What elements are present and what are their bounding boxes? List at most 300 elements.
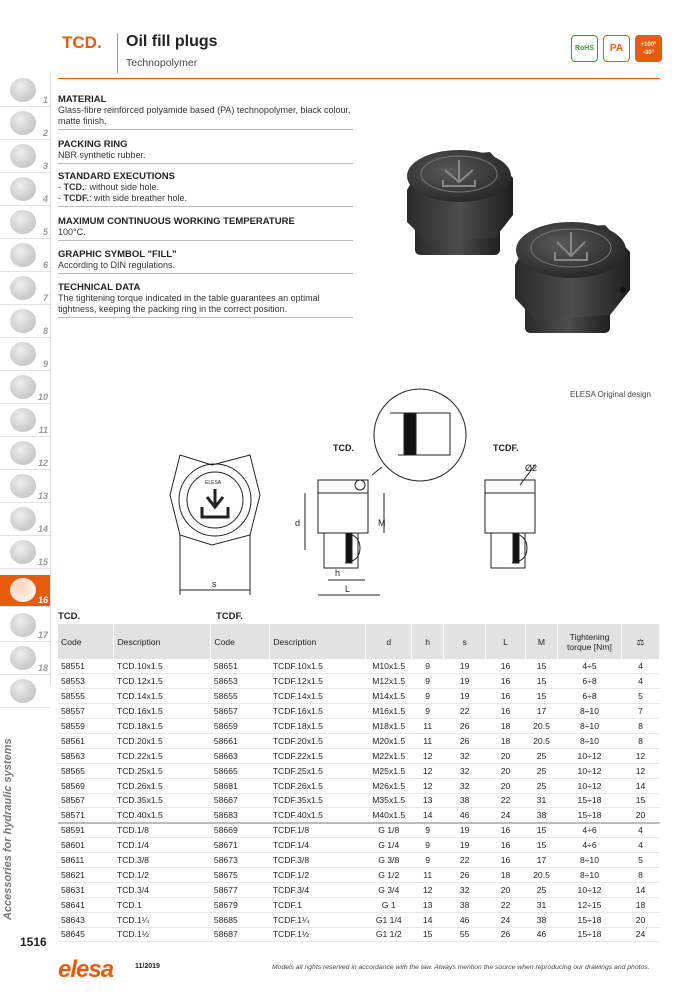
table-cell: M25x1.5 <box>366 763 412 778</box>
table-cell: 58555 <box>58 689 114 704</box>
spec-heading: GRAPHIC SYMBOL "FILL" <box>58 249 177 260</box>
sidebar-item-11[interactable]: 11 <box>0 405 50 437</box>
table-cell: 58601 <box>58 838 114 853</box>
spec-heading: STANDARD EXECUTIONS <box>58 171 175 182</box>
table-cell: G1 1/2 <box>366 927 412 942</box>
spec-packing-ring <box>58 139 353 164</box>
temperature-badge <box>635 35 662 62</box>
table-cell: M18x1.5 <box>366 719 412 734</box>
table-cell: TCDF.3/8 <box>270 853 366 868</box>
table-cell: TCDF.20x1.5 <box>270 733 366 748</box>
table-cell: 6÷8 <box>558 674 622 689</box>
table-cell: 9 <box>412 853 444 868</box>
table-cell: TCD.35x1.5 <box>114 793 211 808</box>
table-cell: TCD.1½ <box>114 927 211 942</box>
table-cell: TCDF.18x1.5 <box>270 719 366 734</box>
sidebar-item-17[interactable]: 17 <box>0 610 50 642</box>
table-cell: 7 <box>621 704 659 719</box>
table-cell: 24 <box>621 927 659 942</box>
table-cell: 14 <box>621 778 659 793</box>
product-thumb-icon <box>10 111 36 135</box>
product-thumb-icon <box>10 177 36 201</box>
table-cell: TCD.1/8 <box>114 823 211 838</box>
original-design-note: ELESA Original design <box>570 390 651 399</box>
table-cell: 17 <box>526 853 558 868</box>
table-cell: M10x1.5 <box>366 659 412 674</box>
table-cell: 14 <box>412 808 444 823</box>
table-cell: 15 <box>621 793 659 808</box>
tcd-section <box>318 493 368 533</box>
table-cell: 22 <box>444 853 486 868</box>
table-cell: 8÷10 <box>558 853 622 868</box>
table-cell: 12 <box>412 763 444 778</box>
table-cell: 15 <box>526 838 558 853</box>
table-cell: 58561 <box>58 733 114 748</box>
product-thumb-icon <box>10 210 36 234</box>
table-cell: 20.5 <box>526 867 558 882</box>
sidebar-item-15[interactable]: 15 <box>0 537 50 569</box>
sidebar-item-18[interactable]: 18 <box>0 643 50 675</box>
table-cell: TCD.1/4 <box>114 838 211 853</box>
table-cell: 12 <box>412 882 444 897</box>
table-cell: 58553 <box>58 674 114 689</box>
table-cell: 20 <box>486 778 526 793</box>
product-thumb-icon <box>10 540 36 564</box>
col-header: Code <box>58 624 114 659</box>
sidebar-item-1[interactable]: 1 <box>0 75 50 107</box>
sidebar-item-13[interactable]: 13 <box>0 471 50 503</box>
dimensions-table <box>58 624 660 942</box>
pa-badge: PA <box>603 35 630 62</box>
spec-text: - TCD.: without side hole. <box>58 182 160 192</box>
table-cell: 20.5 <box>526 719 558 734</box>
table-cell: 8÷10 <box>558 867 622 882</box>
table-cell: 18 <box>486 867 526 882</box>
table-cell: 58671 <box>211 838 270 853</box>
table-cell: 46 <box>526 927 558 942</box>
spec-text: NBR synthetic rubber. <box>58 150 146 160</box>
table-cell: 15÷18 <box>558 912 622 927</box>
table-cell: TCD.40x1.5 <box>114 808 211 823</box>
table-cell: 22 <box>444 704 486 719</box>
table-cell: 9 <box>412 823 444 838</box>
table-cell: 58651 <box>211 659 270 674</box>
group-label-tcdf: TCDF. <box>216 611 243 622</box>
table-row <box>58 838 660 853</box>
table-cell: 11 <box>412 733 444 748</box>
table-cell: TCDF.1/8 <box>270 823 366 838</box>
product-thumb-icon <box>10 507 36 531</box>
product-thumb-icon <box>10 441 36 465</box>
header-divider <box>117 33 118 73</box>
table-cell: 15 <box>526 674 558 689</box>
table-cell: TCDF.1¼ <box>270 912 366 927</box>
table-cell: 4 <box>621 838 659 853</box>
rohs-badge: RoHS <box>571 35 598 62</box>
dim-m-label: M <box>378 518 386 528</box>
product-thumb-icon <box>10 342 36 366</box>
table-cell: M14x1.5 <box>366 689 412 704</box>
spec-heading: MAXIMUM CONTINUOUS WORKING TEMPERATURE <box>58 216 295 227</box>
table-cell: 58551 <box>58 659 114 674</box>
table-cell: 58683 <box>211 808 270 823</box>
table-cell: 20.5 <box>526 733 558 748</box>
table-cell: M16x1.5 <box>366 704 412 719</box>
table-cell: TCD.1¼ <box>114 912 211 927</box>
table-cell: TCDF.10x1.5 <box>270 659 366 674</box>
product-thumb-icon <box>10 375 36 399</box>
table-cell: 17 <box>526 704 558 719</box>
dim-s-label: s <box>212 579 217 589</box>
product-thumb-icon <box>10 276 36 300</box>
table-row <box>58 853 660 868</box>
sidebar-item-7[interactable]: 7 <box>0 273 50 305</box>
spec-technical-data <box>58 282 353 318</box>
table-cell: 19 <box>444 659 486 674</box>
table-cell: TCDF.35x1.5 <box>270 793 366 808</box>
table-cell: 16 <box>486 823 526 838</box>
sidebar-item-2[interactable]: 2 <box>0 108 50 140</box>
spec-text: According to DIN regulations. <box>58 260 176 270</box>
product-thumb-icon <box>10 474 36 498</box>
table-cell: TCD.3/8 <box>114 853 211 868</box>
table-cell: 4÷5 <box>558 659 622 674</box>
table-cell: 58675 <box>211 867 270 882</box>
table-cell: TCDF.26x1.5 <box>270 778 366 793</box>
table-cell: 6÷8 <box>558 689 622 704</box>
table-row <box>58 897 660 912</box>
product-thumb-icon <box>10 613 36 637</box>
table-cell: 16 <box>486 704 526 719</box>
sidebar-item-8[interactable]: 8 <box>0 306 50 338</box>
table-cell: 12 <box>412 778 444 793</box>
table-cell: 58591 <box>58 823 114 838</box>
table-row <box>58 808 660 823</box>
table-cell: 16 <box>486 853 526 868</box>
table-cell: 19 <box>444 823 486 838</box>
table-cell: 10÷12 <box>558 882 622 897</box>
table-cell: 58669 <box>211 823 270 838</box>
table-cell: 58665 <box>211 763 270 778</box>
table-cell: 58673 <box>211 853 270 868</box>
table-cell: 12 <box>621 763 659 778</box>
table-cell: 9 <box>412 689 444 704</box>
table-cell: 15 <box>526 659 558 674</box>
table-cell: G 3/8 <box>366 853 412 868</box>
spec-graphic-symbol <box>58 249 353 274</box>
page-subtitle: Technopolymer <box>126 57 198 69</box>
table-row <box>58 674 660 689</box>
sidebar-item-14[interactable]: 14 <box>0 504 50 536</box>
product-thumb-icon <box>10 78 36 102</box>
table-row <box>58 763 660 778</box>
table-cell: M40x1.5 <box>366 808 412 823</box>
table-cell: 10÷12 <box>558 763 622 778</box>
table-cell: 19 <box>444 674 486 689</box>
product-thumb-icon <box>10 243 36 267</box>
table-cell: 13 <box>412 793 444 808</box>
table-cell: 22 <box>486 793 526 808</box>
col-header: s <box>444 624 486 659</box>
spec-max-temp <box>58 216 353 241</box>
table-cell: 38 <box>526 912 558 927</box>
table-cell: 25 <box>526 748 558 763</box>
table-cell: G 3/4 <box>366 882 412 897</box>
table-cell: TCDF.1½ <box>270 927 366 942</box>
detail-magnifier <box>374 389 466 481</box>
sidebar-item-16[interactable]: 16 <box>0 575 50 607</box>
table-cell: 9 <box>412 704 444 719</box>
table-cell: TCD.26x1.5 <box>114 778 211 793</box>
col-header: d <box>366 624 412 659</box>
plug-tcd-image <box>407 150 513 255</box>
section-label: Accessories for hydraulic systems <box>2 738 14 920</box>
sidebar-item-12[interactable]: 12 <box>0 438 50 470</box>
table-cell: TCDF.1/2 <box>270 867 366 882</box>
table-cell: TCD.14x1.5 <box>114 689 211 704</box>
table-cell: M26x1.5 <box>366 778 412 793</box>
table-cell: 58557 <box>58 704 114 719</box>
table-cell: 16 <box>486 689 526 704</box>
table-cell: G 1/4 <box>366 838 412 853</box>
table-row <box>58 927 660 942</box>
product-thumb-icon <box>10 144 36 168</box>
table-cell: 22 <box>486 897 526 912</box>
product-code: TCD. <box>62 33 102 52</box>
table-cell: 58559 <box>58 719 114 734</box>
table-cell: 58667 <box>211 793 270 808</box>
temp-low: -30° <box>642 49 655 56</box>
table-cell: 32 <box>444 882 486 897</box>
table-cell: 46 <box>444 912 486 927</box>
table-cell: TCD.25x1.5 <box>114 763 211 778</box>
table-cell: TCD.12x1.5 <box>114 674 211 689</box>
sidebar <box>0 75 50 715</box>
table-cell: 58679 <box>211 897 270 912</box>
sidebar-item-9[interactable]: 9 <box>0 339 50 371</box>
table-cell: 58653 <box>211 674 270 689</box>
table-cell: 58661 <box>211 733 270 748</box>
sidebar-item-6[interactable]: 6 <box>0 240 50 272</box>
table-cell: M12x1.5 <box>366 674 412 689</box>
table-row <box>58 748 660 763</box>
table-cell: 25 <box>526 778 558 793</box>
table-cell: TCDF.16x1.5 <box>270 704 366 719</box>
table-cell: 12 <box>621 748 659 763</box>
dim-l-label: L <box>345 584 351 594</box>
col-header: M <box>526 624 558 659</box>
table-cell: 5 <box>621 853 659 868</box>
page-title: Oil fill plugs <box>126 33 218 50</box>
product-thumb-icon <box>10 309 36 333</box>
sidebar-item-10[interactable]: 10 <box>0 372 50 404</box>
table-cell: 31 <box>526 897 558 912</box>
table-cell: 58565 <box>58 763 114 778</box>
plug-tcdf-image <box>515 222 630 333</box>
table-cell: 8 <box>621 719 659 734</box>
table-cell: 4 <box>621 823 659 838</box>
table-cell: TCD.22x1.5 <box>114 748 211 763</box>
group-label-tcd: TCD. <box>58 611 81 622</box>
table-cell: 19 <box>444 689 486 704</box>
table-cell: 14 <box>412 912 444 927</box>
table-cell: 12÷15 <box>558 897 622 912</box>
table-row <box>58 704 660 719</box>
table-cell: TCD.3/4 <box>114 882 211 897</box>
table-cell: 31 <box>526 793 558 808</box>
table-cell: 8÷10 <box>558 733 622 748</box>
table-cell: TCD.20x1.5 <box>114 733 211 748</box>
table-cell: 58631 <box>58 882 114 897</box>
table-cell: 32 <box>444 748 486 763</box>
table-cell: 58611 <box>58 853 114 868</box>
col-header: Code <box>211 624 270 659</box>
table-cell: 20 <box>486 882 526 897</box>
sidebar-item-4[interactable]: 4 <box>0 174 50 206</box>
table-cell: 32 <box>444 763 486 778</box>
table-cell: 16 <box>486 659 526 674</box>
table-cell: 15 <box>526 823 558 838</box>
table-cell: 18 <box>486 733 526 748</box>
table-cell: TCDF.40x1.5 <box>270 808 366 823</box>
table-cell: 20 <box>486 763 526 778</box>
table-cell: TCDF.1 <box>270 897 366 912</box>
table-cell: 15÷18 <box>558 793 622 808</box>
table-cell: 8 <box>621 733 659 748</box>
table-cell: 58663 <box>211 748 270 763</box>
spec-text: Glass-fibre reinforced polyamide based (PA) technopolymer, black colour, matte finish. <box>58 105 351 126</box>
table-cell: 58681 <box>211 778 270 793</box>
table-cell: TCDF.12x1.5 <box>270 674 366 689</box>
table-cell: 38 <box>444 793 486 808</box>
tcdf-drawing-label: TCDF. <box>493 443 519 453</box>
hole-dia-label: Ø2 <box>525 463 538 473</box>
col-header: Description <box>114 624 211 659</box>
table-cell: TCDF.1/4 <box>270 838 366 853</box>
table-cell: 4÷6 <box>558 838 622 853</box>
table-cell: 15÷18 <box>558 808 622 823</box>
table-cell: 46 <box>444 808 486 823</box>
table-cell: G1 1/4 <box>366 912 412 927</box>
table-cell: 20 <box>486 748 526 763</box>
dim-h-label: h <box>335 568 341 578</box>
sidebar-divider <box>50 75 51 685</box>
spec-standard-executions <box>58 171 353 207</box>
table-cell: 10÷12 <box>558 778 622 793</box>
table-row <box>58 733 660 748</box>
spec-text: - TCDF.: with side breather hole. <box>58 193 188 203</box>
table-cell: TCD.1/2 <box>114 867 211 882</box>
table-cell: 4 <box>621 659 659 674</box>
col-header: h <box>412 624 444 659</box>
table-cell: 18 <box>621 897 659 912</box>
table-cell: 58677 <box>211 882 270 897</box>
page-number: 1516 <box>20 935 47 949</box>
table-cell: G 1/8 <box>366 823 412 838</box>
col-header: Description <box>270 624 366 659</box>
table-cell: 58685 <box>211 912 270 927</box>
wrench-icon <box>10 679 36 703</box>
table-cell: 4÷6 <box>558 823 622 838</box>
table-cell: 4 <box>621 674 659 689</box>
table-cell: 58659 <box>211 719 270 734</box>
product-thumb-icon <box>10 578 36 602</box>
table-cell: 15 <box>412 927 444 942</box>
table-cell: TCD.1 <box>114 897 211 912</box>
table-cell: G 1/2 <box>366 867 412 882</box>
table-cell: M20x1.5 <box>366 733 412 748</box>
table-cell: 55 <box>444 927 486 942</box>
sidebar-item-wrench[interactable] <box>0 676 50 708</box>
table-cell: 12 <box>412 748 444 763</box>
table-cell: 24 <box>486 912 526 927</box>
table-cell: M22x1.5 <box>366 748 412 763</box>
publication-date: 11/2019 <box>135 963 160 970</box>
table-cell: 8 <box>621 867 659 882</box>
table-cell: 25 <box>526 763 558 778</box>
table-row <box>58 793 660 808</box>
sidebar-item-5[interactable]: 5 <box>0 207 50 239</box>
table-cell: 13 <box>412 897 444 912</box>
table-cell: 16 <box>486 674 526 689</box>
table-cell: 26 <box>486 927 526 942</box>
table-cell: 58567 <box>58 793 114 808</box>
table-cell: 15÷18 <box>558 927 622 942</box>
elesa-logo: elesa <box>58 956 114 983</box>
table-cell: TCD.16x1.5 <box>114 704 211 719</box>
dim-d-label: d <box>295 518 301 528</box>
table-cell: 5 <box>621 689 659 704</box>
table-cell: 16 <box>486 838 526 853</box>
table-cell: 26 <box>444 867 486 882</box>
table-cell: 58643 <box>58 912 114 927</box>
spec-heading: MATERIAL <box>58 94 107 105</box>
table-cell: 26 <box>444 733 486 748</box>
table-row <box>58 867 660 882</box>
table-cell: 9 <box>412 659 444 674</box>
table-cell: 8÷10 <box>558 719 622 734</box>
table-cell: TCD.18x1.5 <box>114 719 211 734</box>
emblem-text: ELESA <box>205 480 222 486</box>
col-header: Tightening torque [Nm] <box>558 624 622 659</box>
table-cell: 11 <box>412 719 444 734</box>
spec-heading: TECHNICAL DATA <box>58 282 141 293</box>
table-cell: 9 <box>412 674 444 689</box>
col-header: L <box>486 624 526 659</box>
table-cell: 58563 <box>58 748 114 763</box>
table-cell: 9 <box>412 838 444 853</box>
tcd-drawing-label: TCD. <box>333 443 354 453</box>
table-cell: 14 <box>621 882 659 897</box>
product-thumb-icon <box>10 408 36 432</box>
spec-material <box>58 94 353 130</box>
table-cell: 58687 <box>211 927 270 942</box>
table-cell: 10÷12 <box>558 748 622 763</box>
table-row <box>58 689 660 704</box>
spec-heading: PACKING RING <box>58 139 128 150</box>
sidebar-item-3[interactable]: 3 <box>0 141 50 173</box>
table-row <box>58 719 660 734</box>
table-row <box>58 912 660 927</box>
table-cell: 58571 <box>58 808 114 823</box>
table-cell: 24 <box>486 808 526 823</box>
weight-icon: ⚖ <box>621 624 659 659</box>
table-row <box>58 882 660 897</box>
table-cell: 58569 <box>58 778 114 793</box>
table-cell: G 1 <box>366 897 412 912</box>
table-cell: 58641 <box>58 897 114 912</box>
table-cell: 26 <box>444 719 486 734</box>
